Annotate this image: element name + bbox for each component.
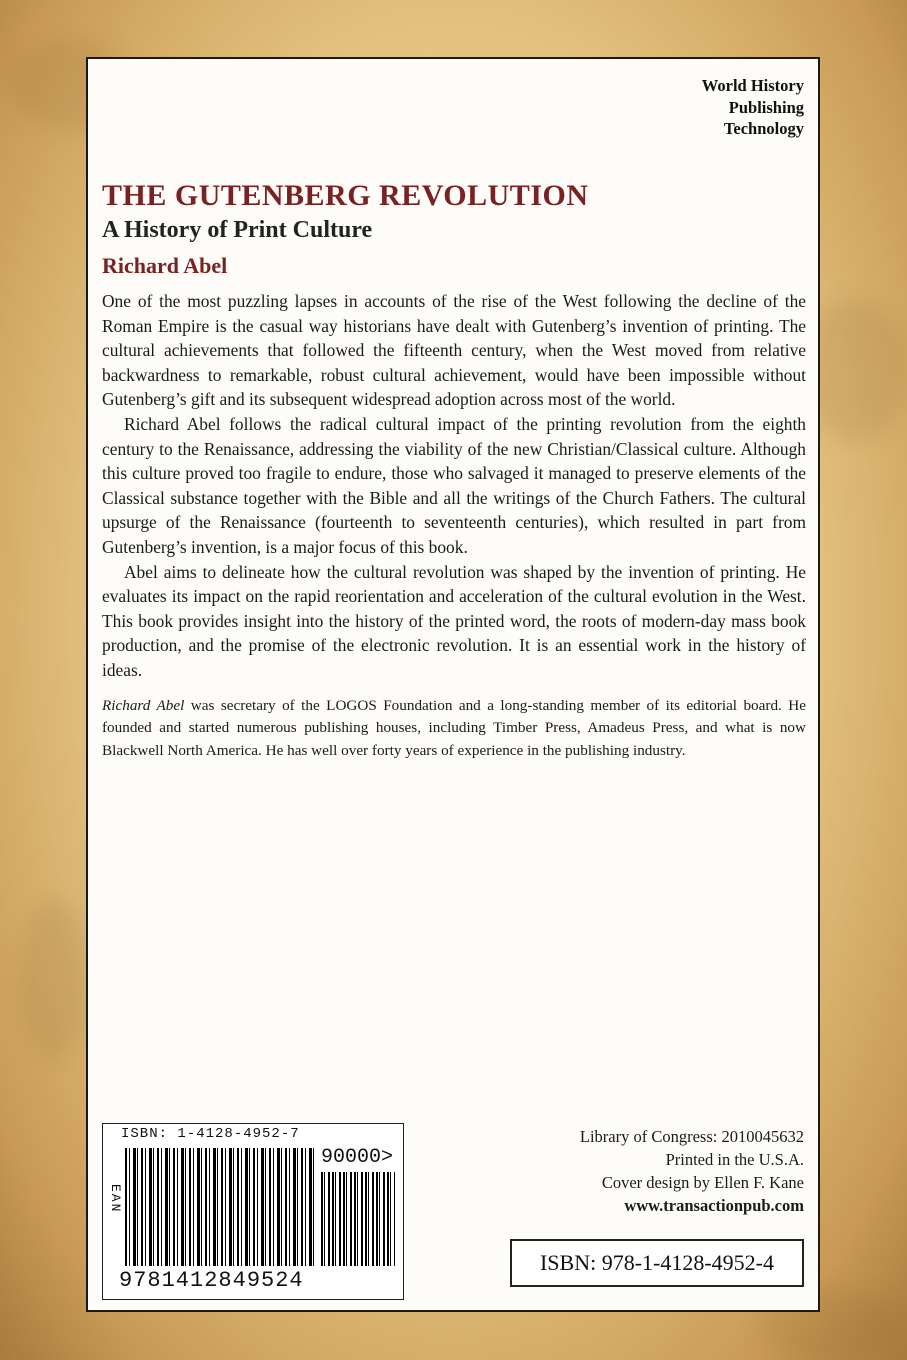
author-bio	[102, 695, 806, 762]
barcode-ean-label: EAN	[108, 1184, 123, 1214]
barcode-ean-number: 9781412849524	[119, 1268, 304, 1293]
barcode-isbn10: ISBN: 1-4128-4952-7	[121, 1126, 300, 1142]
book-title: THE GUTENBERG REVOLUTION	[102, 179, 589, 212]
cover-design-credit: Cover design by Ellen F. Kane	[601, 1173, 804, 1192]
library-of-congress: Library of Congress: 2010045632	[579, 1127, 804, 1146]
description-paragraph: Abel aims to delineate how the cultural revolution was shaped by the invention of printing. He evaluates its impact on the rapid reorientation and acceleration of the cultural evolution in the West. This book provides insight into the history of the printed word, the roots of modern-day mass book production, and the promise of the electronic revolution. It is an essential work in the history of ideas.	[102, 561, 806, 680]
subject-publishing: Publishing	[728, 97, 804, 117]
book-subtitle: A History of Print Culture	[102, 217, 373, 243]
isbn13-box: ISBN: 978-1-4128-4952-4	[510, 1239, 804, 1287]
printed-in: Printed in the U.S.A.	[665, 1150, 804, 1169]
barcode-ean-bars	[125, 1148, 315, 1266]
description	[102, 289, 806, 683]
subject-world-history: World History	[701, 76, 804, 95]
barcode	[102, 1123, 404, 1300]
subject-categories	[702, 75, 804, 140]
book-author: Richard Abel	[102, 253, 228, 278]
bio-text: was secretary of the LOGOS Foundation and a long-standing member of its editorial board. He founded and started numerous publishing houses, including Timber Press, Amadeus Press, and what is now Blackwell North America. He has well over forty years of experience in the publishing industry.	[102, 697, 806, 759]
paper-stain	[20, 900, 90, 1060]
description-paragraph: Richard Abel follows the radical cultural impact of the printing revolution from the eighth century to the Renaissance, addressing the viability of the new Christian/Classical culture. Although this culture proved too fragile to endure, those who salvaged it managed to preserve elements of the Classical substance together with the Bible and all the writings of the Church Fathers. The cultural upsurge of the Renaissance (fourteenth to seventeenth centuries), which resulted in part from Gutenberg’s invention, is a major focus of this book.	[102, 413, 806, 557]
barcode-addon-bars	[321, 1172, 395, 1266]
barcode-addon-number: 90000>	[321, 1146, 394, 1169]
subject-technology: Technology	[723, 119, 804, 138]
publisher-website: www.transactionpub.com	[624, 1196, 804, 1215]
back-cover-panel	[86, 57, 820, 1312]
publication-info	[580, 1125, 804, 1217]
bio-author-name: Richard Abel	[102, 697, 185, 714]
description-paragraph: One of the most puzzling lapses in accounts of the rise of the West following the decline of the Roman Empire is the casual way historians have dealt with Gutenberg’s invention of printing. The cultural achievements that followed the fifteenth century, when the West moved from relative backwardness to remarkable, robust cultural achievement, would have been impossible without Gutenberg’s gift and its subsequent widespread adoption across most of the world.	[102, 291, 806, 410]
